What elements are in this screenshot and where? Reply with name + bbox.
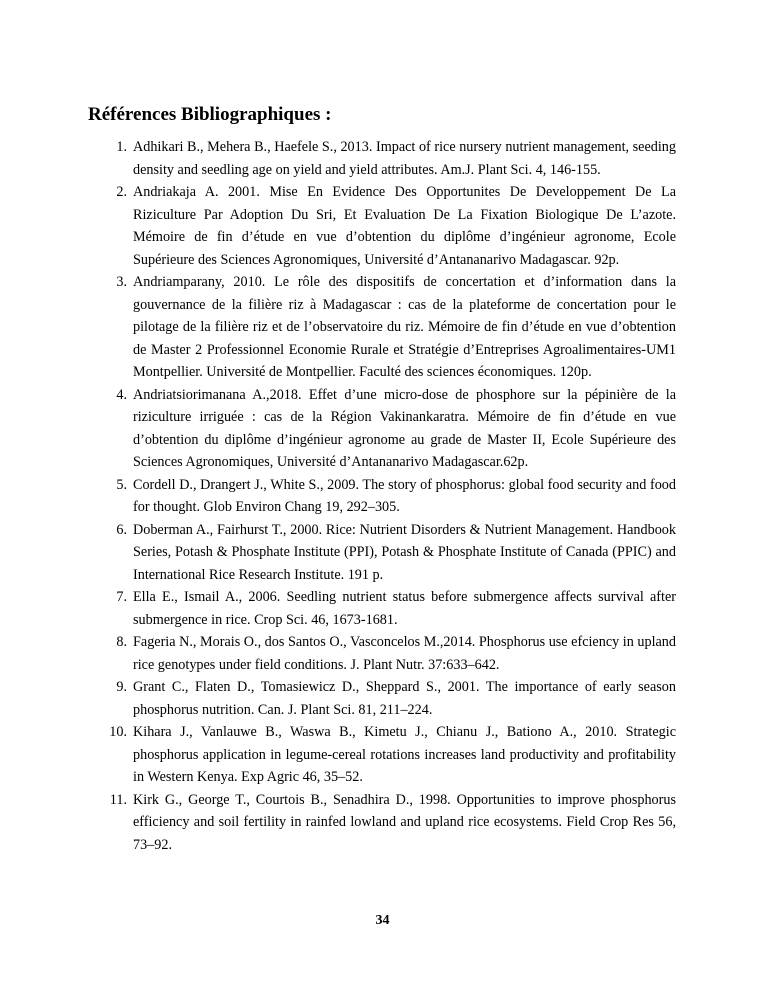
- reference-item: [116, 586, 676, 631]
- reference-item: [116, 181, 676, 271]
- page-number: 34: [375, 913, 390, 928]
- reference-number: 11.: [109, 791, 127, 808]
- reference-item: [109, 721, 676, 789]
- reference-text: Cordell D., Drangert J., White S., 2009. The story of phosphorus: global food security and food for thought. Glob Environ Chang 19, 292–305.: [133, 476, 676, 515]
- reference-number: 7.: [116, 589, 127, 605]
- reference-item: [109, 789, 676, 857]
- reference-number: 4.: [116, 386, 127, 403]
- reference-item: [116, 631, 676, 676]
- reference-text: Kihara J., Vanlauwe B., Waswa B., Kimetu J., Chianu J., Bationo A., 2010. Strategic phosphorus application in legume-cereal rotations increases land productivity and profitability in Western Kenya. Exp Agric 46, 35–52.: [133, 724, 676, 785]
- page-title: Références Bibliographiques :: [88, 104, 332, 125]
- reference-item: [116, 384, 676, 474]
- reference-text: Fageria N., Morais O., dos Santos O., Vasconcelos M.,2014. Phosphorus use efciency in upland rice genotypes under field conditions. J. Plant Nutr. 37:633–642.: [133, 634, 676, 673]
- reference-text: Kirk G., George T., Courtois B., Senadhira D., 1998. Opportunities to improve phosphorus efficiency and soil fertility in rainfed lowland and upland rice ecosystems. Field Crop Res 56, 73–92.: [133, 791, 676, 853]
- reference-number: 1.: [116, 139, 127, 155]
- reference-item: [116, 519, 676, 587]
- reference-number: 5.: [116, 476, 127, 493]
- reference-item: [116, 271, 676, 384]
- reference-text: Andriamparany, 2010. Le rôle des dispositifs de concertation et d’information dans la gouvernance de la filière riz à Madagascar : cas de la plateforme de concertation pour le pilotage de la filière riz et de l’observatoire du riz. Mémoire de fin d’étude en vue d’obtention de Master 2 Professionnel Economie Rurale et Stratégie d’Entreprises Agroalimentaires-UM1 Montpellier. Université de Montpellier. Faculté des sciences économiques. 120p.: [133, 274, 676, 380]
- reference-item: [116, 676, 676, 721]
- reference-number: 9.: [116, 679, 127, 695]
- reference-list: [109, 136, 676, 856]
- reference-item: [116, 136, 676, 181]
- reference-number: 6.: [116, 521, 127, 538]
- reference-text: Adhikari B., Mehera B., Haefele S., 2013. Impact of rice nursery nutrient management, seeding density and seedling age on yield and yield attributes. Am.J. Plant Sci. 4, 146-155.: [133, 139, 676, 178]
- reference-text: Ella E., Ismail A., 2006. Seedling nutrient status before submergence affects survival after submergence in rice. Crop Sci. 46, 1673-1681.: [133, 589, 676, 628]
- reference-number: 10.: [109, 724, 127, 740]
- reference-item: [116, 474, 676, 519]
- reference-text: Doberman A., Fairhurst T., 2000. Rice: Nutrient Disorders & Nutrient Management. Handbook Series, Potash & Phosphate Institute (PPI), Potash & Phosphate Institute of Canada (PPIC) and International Rice Research Institute. 191 p.: [133, 521, 676, 583]
- reference-number: 8.: [116, 634, 127, 650]
- reference-text: Andriakaja A. 2001. Mise En Evidence Des Opportunites De Developpement De La Riziculture Par Adoption Du Sri, Et Evaluation De La Fixation Biologique De L’azote. Mémoire de fin d’étude en vue d’obtention du diplôme d’ingénieur agronome, Ecole Supérieure des Sciences Agronomiques, Université d’Antananarivo Madagascar. 92p.: [133, 184, 676, 268]
- reference-text: Grant C., Flaten D., Tomasiewicz D., Sheppard S., 2001. The importance of early season phosphorus nutrition. Can. J. Plant Sci. 81, 211–224.: [133, 679, 676, 718]
- reference-text: Andriatsiorimanana A.,2018. Effet d’une micro-dose de phosphore sur la pépinière de la riziculture irriguée : cas de la Région Vakinankaratra. Mémoire de fin d’étude en vue d’obtention du diplôme d’ingénieur agronome au grade de Master II, Ecole Supérieure des Sciences Agronomiques, Université d’Antananarivo Madagascar.62p.: [133, 386, 676, 470]
- reference-number: 3.: [116, 274, 127, 290]
- reference-number: 2.: [116, 184, 127, 200]
